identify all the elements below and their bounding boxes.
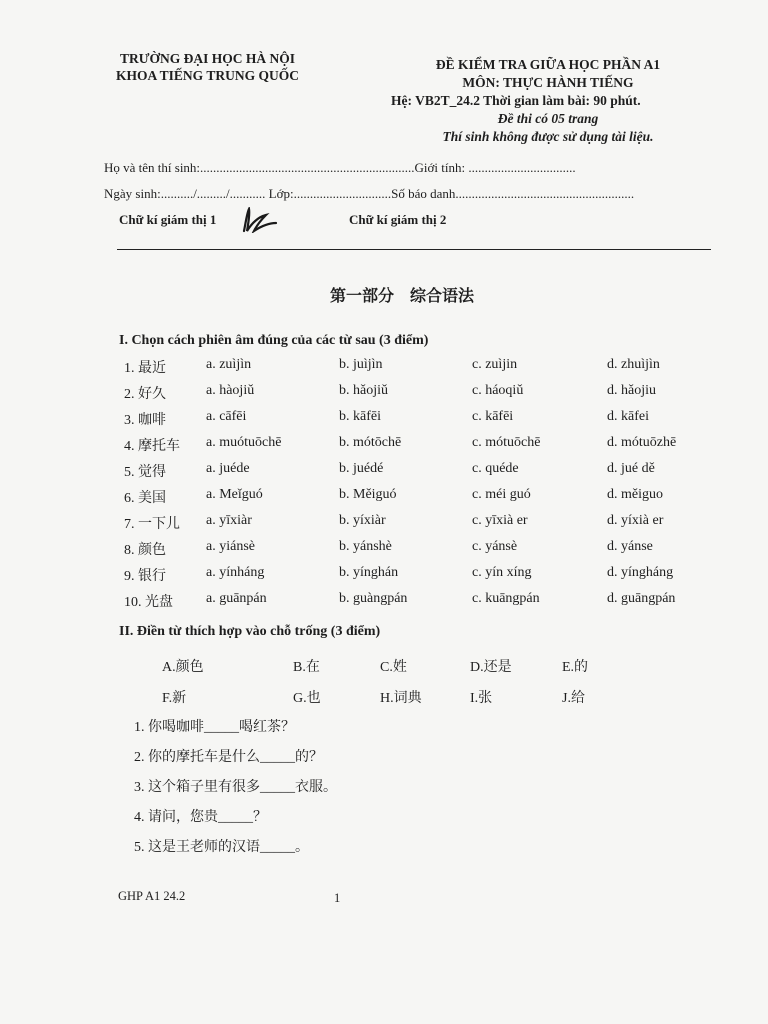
question-word: 9. 银行 xyxy=(124,569,166,584)
question-row xyxy=(124,487,724,509)
option-b: b. hǎojiǔ xyxy=(339,383,388,398)
word-bank-option: D.还是 xyxy=(470,660,512,675)
question-row xyxy=(124,435,724,457)
question-word: 3. 咖啡 xyxy=(124,413,166,428)
option-b: b. juédé xyxy=(339,461,384,476)
word-bank-option: A.颜色 xyxy=(162,660,204,675)
option-b: b. mótōchē xyxy=(339,435,402,450)
page-number: 1 xyxy=(334,891,341,905)
option-b: b. kāfēi xyxy=(339,409,381,424)
university-name: TRƯỜNG ĐẠI HỌC HÀ NỘI xyxy=(119,51,295,66)
option-c: c. kuāngpán xyxy=(472,591,540,606)
program-and-duration: Hệ: VB2T_24.2 Thời gian làm bài: 90 phút. xyxy=(391,93,641,108)
subject-title: MÔN: THỰC HÀNH TIẾNG xyxy=(462,75,634,90)
option-d: d. jué dě xyxy=(607,461,655,476)
dob-class-id-line: Ngày sinh:........../........./........... Lớp:..............................Số báo danh....................................................... xyxy=(104,186,635,201)
question-word: 10. 光盘 xyxy=(124,595,173,610)
fill-blank-item: 3. 这个箱子里有很多_____衣服。 xyxy=(134,780,337,795)
page-count-note: Đề thi có 05 trang xyxy=(497,111,599,126)
option-a: a. Meǐguó xyxy=(206,487,263,502)
word-bank-option: E.的 xyxy=(562,660,589,675)
option-c: c. quéde xyxy=(472,461,519,476)
section-1-heading: I. Chọn cách phiên âm đúng của các từ sau (3 điểm) xyxy=(119,333,429,348)
question-row xyxy=(124,591,724,613)
question-word: 6. 美国 xyxy=(124,491,166,506)
option-a: a. yínháng xyxy=(206,565,265,580)
option-a: a. juéde xyxy=(206,461,250,476)
option-c: c. yánsè xyxy=(472,539,518,554)
question-row xyxy=(124,383,724,405)
option-a: a. muótuōchē xyxy=(206,435,282,450)
candidate-name-line: Họ và tên thí sinh:..................................................................Giới tính: ................................. xyxy=(104,160,576,175)
option-b: b. guàngpán xyxy=(339,591,408,606)
header-divider xyxy=(117,249,711,250)
option-d: d. mótuōzhē xyxy=(607,435,677,450)
question-word: 4. 摩托车 xyxy=(124,439,180,454)
exam-code: GHP A1 24.2 xyxy=(118,889,186,903)
option-b: b. juìjìn xyxy=(339,357,383,372)
question-row xyxy=(124,513,724,535)
option-b: b. yínghán xyxy=(339,565,399,580)
question-word: 5. 觉得 xyxy=(124,465,166,480)
option-c: c. kāfēi xyxy=(472,409,514,424)
question-word: 1. 最近 xyxy=(124,361,166,376)
option-d: d. zhuìjìn xyxy=(607,357,660,372)
question-word: 2. 好久 xyxy=(124,387,166,402)
option-d: d. yíngháng xyxy=(607,565,674,580)
no-materials-note: Thí sinh không được sử dụng tài liệu. xyxy=(442,129,654,144)
faculty-name: KHOA TIẾNG TRUNG QUỐC xyxy=(116,68,299,83)
option-a: a. hàojiǔ xyxy=(206,383,255,398)
option-b: b. Měiguó xyxy=(339,487,397,502)
word-bank-option: B.在 xyxy=(293,660,320,675)
option-d: d. měiguo xyxy=(607,487,663,502)
option-a: a. yīxiàr xyxy=(206,513,252,528)
exam-title: ĐỀ KIỂM TRA GIỮA HỌC PHẦN A1 xyxy=(435,57,661,72)
proctor-2-label: Chữ kí giám thị 2 xyxy=(349,212,447,227)
option-d: d. hǎojiu xyxy=(607,383,656,398)
question-row xyxy=(124,539,724,561)
fill-blank-item: 2. 你的摩托车是什么_____的？ xyxy=(134,750,323,765)
option-b: b. yíxiàr xyxy=(339,513,386,528)
question-row xyxy=(124,357,724,379)
question-word: 7. 一下儿 xyxy=(124,517,180,532)
option-c: c. méi guó xyxy=(472,487,531,502)
option-c: c. yín xíng xyxy=(472,565,532,580)
option-c: c. mótuōchē xyxy=(472,435,541,450)
option-a: a. cāfēi xyxy=(206,409,247,424)
fill-blank-item: 1. 你喝咖啡_____喝红茶？ xyxy=(134,720,295,735)
word-bank-option: F.新 xyxy=(162,691,187,706)
word-bank-option: H.词典 xyxy=(380,691,422,706)
word-bank-option: I.张 xyxy=(470,691,493,706)
option-a: a. guānpán xyxy=(206,591,267,606)
option-d: d. yánse xyxy=(607,539,653,554)
fill-blank-item: 4. 请问，您贵_____？ xyxy=(134,810,267,825)
option-a: a. yiánsè xyxy=(206,539,255,554)
question-row xyxy=(124,565,724,587)
section-2-heading: II. Điền từ thích hợp vào chỗ trống (3 điểm) xyxy=(119,624,381,639)
option-d: d. guāngpán xyxy=(607,591,676,606)
word-bank-option: J.给 xyxy=(562,691,585,706)
part-title: 第一部分 综合语法 xyxy=(330,288,475,305)
option-c: c. háoqiǔ xyxy=(472,383,524,398)
word-bank-option: G.也 xyxy=(293,691,321,706)
question-word: 8. 颜色 xyxy=(124,543,166,558)
word-bank-option: C.姓 xyxy=(380,660,407,675)
fill-blank-item: 5. 这是王老师的汉语_____。 xyxy=(134,840,309,855)
option-d: d. kāfei xyxy=(607,409,649,424)
question-row xyxy=(124,409,724,431)
option-c: c. zuìjin xyxy=(472,357,518,372)
option-b: b. yánshè xyxy=(339,539,392,554)
option-c: c. yīxià er xyxy=(472,513,528,528)
proctor-signature xyxy=(238,207,278,233)
option-d: d. yíxià er xyxy=(607,513,664,528)
proctor-1-label: Chữ kí giám thị 1 xyxy=(119,212,217,227)
question-row xyxy=(124,461,724,483)
option-a: a. zuìjìn xyxy=(206,357,252,372)
